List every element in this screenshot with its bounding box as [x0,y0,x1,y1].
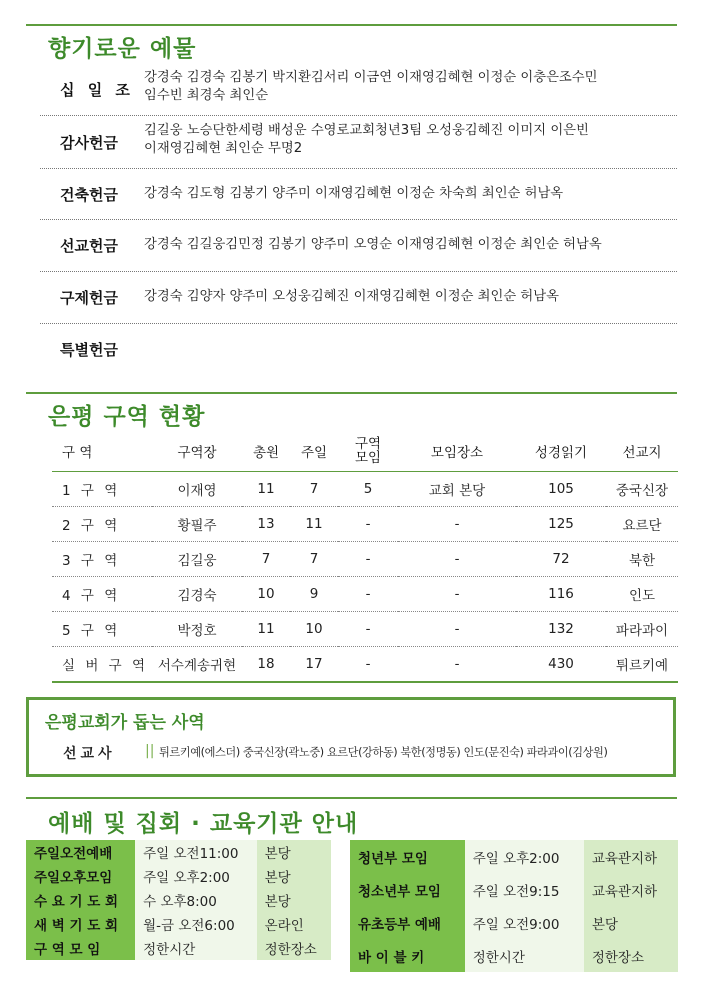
zone-row [52,507,678,542]
zone-row [52,542,678,577]
zone-cell: 10 [290,612,338,647]
zone-cell: 132 [516,612,606,647]
services-left-table [26,840,331,960]
col-sunday: 주일 [290,431,338,472]
zone-cell: 116 [516,577,606,612]
col-leader: 구역장 [152,431,242,472]
zone-row [52,472,678,507]
offering-label: 감사헌금 [60,133,118,152]
mission-divider: || [145,743,155,759]
zone-cell: 10 [242,577,290,612]
zone-cell: 교회 본당 [398,472,516,507]
zone-cell: 2 구 역 [52,507,152,542]
offering-names-line1: 강경숙 김양자 양주미 오성웅김혜진 이재영김혜현 이정순 최인순 허남옥 [144,289,559,304]
offering-names [144,69,597,105]
service-row [26,912,331,936]
zone-cell: 튀르키예 [606,647,678,683]
service-row [350,873,678,906]
service-time: 주일 오후2:00 [135,864,257,888]
zone-cell: 11 [242,472,290,507]
service-place: 본당 [257,888,331,912]
service-time: 주일 오후2:00 [465,840,584,873]
offering-names [144,122,589,158]
service-place: 교육관지하 [584,840,678,873]
zones-header-row [52,431,678,472]
zone-cell: 7 [290,472,338,507]
service-place: 정한장소 [584,939,678,972]
mission-box [26,697,676,777]
zone-cell: - [398,612,516,647]
offering-names-line1: 김길웅 노승단한세령 배성운 수영로교회청년3팀 오성웅김혜진 이미지 이은빈 [144,123,589,138]
service-name: 주일오전예배 [26,840,135,864]
offering-label: 십 일 조 [60,80,134,99]
service-row [26,840,331,864]
zone-cell: - [338,577,398,612]
zone-cell: 9 [290,577,338,612]
col-total: 총원 [242,431,290,472]
service-time: 주일 오전9:00 [465,906,584,939]
service-name: 수 요 기 도 회 [26,888,135,912]
col-place: 모임장소 [398,431,516,472]
zones-table [52,431,678,683]
service-name: 바 이 블 키 [350,939,465,972]
offering-row [40,271,677,324]
col-meeting: 구역 모임 [338,431,398,472]
zone-cell: - [398,577,516,612]
offering-row [40,168,677,220]
services-right-table [350,840,678,972]
zone-cell: 4 구 역 [52,577,152,612]
offering-names-line1: 강경숙 김도형 김봉기 양주미 이재영김혜현 이정순 차숙희 최인순 허남옥 [144,185,564,201]
zones-top-rule [26,392,677,394]
offering-names-line2: 임수빈 최경숙 최인순 [144,88,269,103]
zone-cell: 북한 [606,542,678,577]
zone-cell: 7 [242,542,290,577]
zone-cell: - [398,542,516,577]
service-row [26,936,331,960]
zone-cell: 7 [290,542,338,577]
service-row [350,906,678,939]
zone-cell: - [338,507,398,542]
mission-title: 은평교회가 돕는 사역 [45,713,205,733]
service-row [26,864,331,888]
zone-cell: 11 [290,507,338,542]
offering-label: 구제헌금 [60,289,118,307]
service-name: 새 벽 기 도 회 [26,912,135,936]
zone-cell: 5 [338,472,398,507]
mission-label: 선교사 [63,746,116,762]
zone-row [52,647,678,683]
zone-row [52,577,678,612]
zones-title: 은평 구역 현황 [48,404,206,430]
offering-row [40,62,677,116]
service-name: 주일오후모임 [26,864,135,888]
mission-list: 튀르키예(에스더) 중국신장(곽노중) 요르단(강하동) 북한(정명동) 인도(문진숙) 파라과이(김상원) [159,746,608,759]
offering-names-line1: 강경숙 김경숙 김봉기 박지환김서리 이금연 이재영김혜현 이정순 이충은조수민 [144,70,598,85]
zone-cell: 5 구 역 [52,612,152,647]
service-place: 교육관지하 [584,873,678,906]
service-time: 정한시간 [465,939,584,972]
service-time: 주일 오전11:00 [135,840,257,864]
zone-cell: 13 [242,507,290,542]
zone-cell: 김경숙 [152,577,242,612]
service-time: 정한시간 [135,936,257,960]
offering-row [40,115,677,169]
zone-cell: 125 [516,507,606,542]
service-time: 주일 오전9:15 [465,873,584,906]
offering-names-line1: 강경숙 김길웅김민정 김봉기 양주미 오영순 이재영김혜현 이정순 최인순 허남옥 [144,237,602,252]
zone-cell: 18 [242,647,290,683]
zone-cell: - [398,647,516,683]
col-mission: 선교지 [606,431,678,472]
service-time: 월-금 오전6:00 [135,912,257,936]
offerings-rule [26,24,677,26]
zone-cell: 요르단 [606,507,678,542]
service-name: 구 역 모 임 [26,936,135,960]
offering-names-line2: 이재영김혜현 최인순 무명2 [144,141,303,156]
zone-cell: 서수계송귀현 [152,647,242,683]
zone-cell: 중국신장 [606,472,678,507]
zone-cell: 김길웅 [152,542,242,577]
service-row [26,888,331,912]
offering-names [144,236,602,254]
service-place: 온라인 [257,912,331,936]
zone-cell: 이재영 [152,472,242,507]
zone-cell: - [398,507,516,542]
service-place: 본당 [257,840,331,864]
zone-cell: 황필주 [152,507,242,542]
service-place: 본당 [257,864,331,888]
service-place: 본당 [584,906,678,939]
zone-cell: 72 [516,542,606,577]
zone-cell: - [338,647,398,683]
service-row [350,939,678,972]
zone-cell: 1 구 역 [52,472,152,507]
zone-cell: 파라과이 [606,612,678,647]
service-name: 유초등부 예배 [350,906,465,939]
offering-label: 선교헌금 [60,237,118,255]
zone-cell: 17 [290,647,338,683]
offering-row [40,219,677,272]
services-rule [26,797,677,799]
zone-cell: - [338,612,398,647]
offering-label: 특별헌금 [60,341,118,359]
zone-cell: 11 [242,612,290,647]
zone-cell: 430 [516,647,606,683]
offerings-title: 향기로운 예물 [48,36,197,62]
offering-names [144,185,563,203]
zone-cell: 105 [516,472,606,507]
zone-cell: 실 버 구 역 [52,647,152,683]
offering-row [40,323,677,375]
services-title: 예배 및 집회 · 교육기관 안내 [48,811,359,837]
service-time: 수 오후8:00 [135,888,257,912]
zone-cell: - [338,542,398,577]
service-name: 청소년부 모임 [350,873,465,906]
service-name: 청년부 모임 [350,840,465,873]
col-bible: 성경읽기 [516,431,606,472]
service-row [350,840,678,873]
service-place: 정한장소 [257,936,331,960]
zone-row [52,612,678,647]
offering-names [144,288,559,306]
col-zone: 구 역 [52,431,152,472]
zone-cell: 인도 [606,577,678,612]
offering-label: 건축헌금 [60,185,118,204]
zone-cell: 3 구 역 [52,542,152,577]
zone-cell: 박정호 [152,612,242,647]
